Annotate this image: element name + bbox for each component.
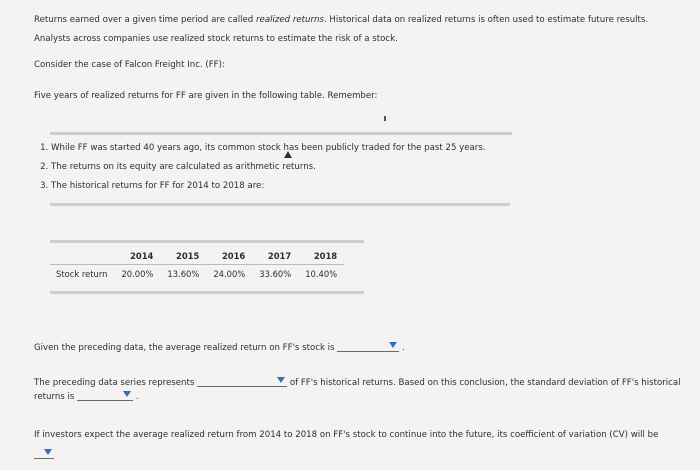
return-value: 20.00% <box>121 269 154 279</box>
question-text: of FF's historical returns. Based on this conclusion, the standard deviation of FF's historical <box>289 378 681 388</box>
data-series-dropdown[interactable] <box>197 374 287 387</box>
return-value: 33.60% <box>259 269 292 279</box>
table-intro: Five years of realized returns for FF are given in the following table. Remember: <box>34 91 378 101</box>
table-row <box>50 265 344 284</box>
note-item: 3. The historical returns for FF for 2014 to 2018 are: <box>51 177 486 196</box>
case-heading: Consider the case of Falcon Freight Inc. (FF): <box>34 60 225 70</box>
year-header: 2015 <box>176 251 200 261</box>
return-value: 13.60% <box>167 269 200 279</box>
question-text: Given the preceding data, the average realized return on FF's stock is <box>34 343 335 353</box>
year-header: 2018 <box>313 251 338 261</box>
cursor-mark <box>384 116 386 121</box>
note-item: 2. The returns on its equity are calculated as arithmetic returns. <box>51 158 486 177</box>
table-header-row <box>50 248 344 265</box>
question-data-series <box>34 374 681 388</box>
notes-bottom-rule <box>50 203 510 206</box>
year-header: 2016 <box>221 251 246 261</box>
question-punct: . <box>135 392 139 402</box>
question-std-dev <box>34 388 139 402</box>
notes-top-rule <box>50 132 512 135</box>
dropdown-arrow-icon <box>44 449 52 455</box>
cv-dropdown[interactable] <box>34 446 54 459</box>
note-item: 1. While FF was started 40 years ago, its common stock has been publicly traded for the past 25 years. <box>51 139 486 158</box>
dropdown-arrow-icon <box>389 342 397 348</box>
year-header: 2014 <box>130 251 154 261</box>
table-bottom-rule <box>50 291 364 294</box>
intro-paragraph <box>34 11 648 49</box>
average-return-dropdown[interactable] <box>337 339 399 352</box>
table-corner <box>50 248 114 265</box>
question-cv: If investors expect the average realized return from 2014 to 2018 on FF's stock to continue into the future, its coefficient of variation (CV) will be <box>34 430 659 440</box>
mouse-cursor-icon <box>284 151 292 158</box>
std-dev-dropdown[interactable] <box>77 388 133 401</box>
year-header: 2017 <box>267 251 292 261</box>
return-value: 10.40% <box>305 269 338 279</box>
question-text: returns is <box>34 392 75 402</box>
dropdown-arrow-icon <box>277 377 285 383</box>
table-top-rule <box>50 240 364 243</box>
notes-list <box>33 139 486 196</box>
intro-line-2: Analysts across companies use realized stock returns to estimate the risk of a stock. <box>34 34 398 44</box>
return-value: 24.00% <box>213 269 246 279</box>
question-text: The preceding data series represents <box>34 378 195 388</box>
dropdown-arrow-icon <box>123 391 131 397</box>
row-label: Stock return <box>56 269 108 279</box>
intro-line-1: Returns earned over a given time period are called realized returns. Historical data on realized returns is often used to estimate future results. <box>34 15 649 25</box>
returns-table <box>50 248 344 283</box>
cv-dropdown-wrap <box>34 446 54 460</box>
question-punct: . <box>402 343 405 353</box>
question-average-return <box>34 339 405 353</box>
